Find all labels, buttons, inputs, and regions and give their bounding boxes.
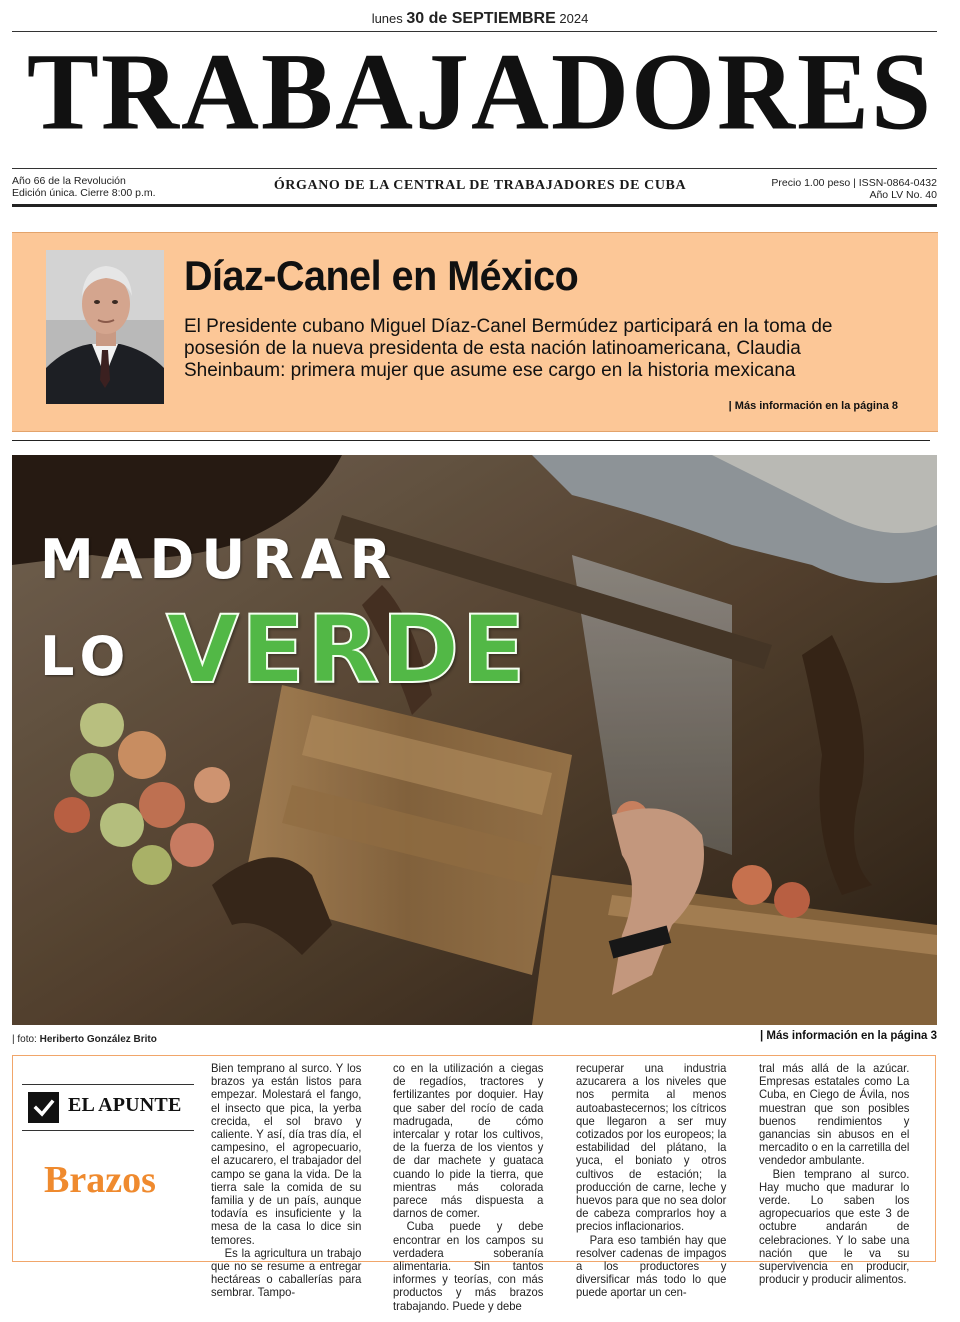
lead-headline: Díaz-Canel en México (184, 252, 579, 299)
edition-closing: Edición única. Cierre 8:00 p.m. (12, 187, 156, 199)
masthead-thick-rule (12, 204, 937, 207)
checkmark-icon (28, 1092, 59, 1123)
president-portrait-image (46, 250, 164, 404)
lead-summary: El Presidente cubano Miguel Díaz-Canel Bermúdez participará en la toma de posesión de la nueva presidenta de esta nación latinoamericana, Claudia Sheinbaum: primera mujer que asume ese cargo en la historia mexicana (184, 316, 833, 381)
price-info (771, 177, 937, 201)
apunte-paragraph: Cuba puede y debe encontrar en los campos su verdadera soberanía alimentaria. Sin tantos informes y teorías, con más productos y más brazos trabajando. Puede y debe (393, 1220, 544, 1313)
apunte-paragraph: Es la agricultura un trabajo que no se resume a entregar hectáreas o caballerías para sembrar. Tampo- (211, 1246, 362, 1300)
apunte-paragraph: Bien temprano al surco. Y los brazos ya están listos para empezar. Molestará el fango, el insecto que pica, la yerba crecida, el sol bravo y caliente. Y así, día tras día, el campesino, el agropecuario, el azucarero, el trabajador del campo se gana la vida. De la tierra sale la comida de su familia y de un país, aunque todavía es insuficiente y la mesa de la casa lo dice sin temores. (211, 1062, 362, 1247)
apunte-column-4 (759, 1062, 910, 1287)
apunte-column-3 (576, 1062, 727, 1300)
apunte-label-bottom-rule (22, 1130, 194, 1131)
portrait-illustration (46, 250, 164, 404)
photo-credit-name: Heriberto González Brito (39, 1034, 157, 1045)
issue-number: Año LV No. 40 (869, 189, 937, 201)
main-headline-line2-lo: LO (40, 625, 133, 688)
main-headline-line1: MADURAR (40, 528, 399, 591)
apunte-paragraph: recuperar una industria azucarera a los niveles que nos permita al menos autoabastecernos; los cítricos que llegaron a ser muy cotizados por los europeos; la estabilidad del plátano, la yuca, el boniato y otros cultivos de estación; la producción de carne, leche y huevos para que no sea dolor de cabeza comprarlos hoy a precios inflacionarios. (576, 1062, 727, 1234)
apunte-label-top-rule (22, 1084, 194, 1085)
photo-credit-prefix: | foto: (12, 1034, 37, 1045)
photo-credit (12, 1034, 157, 1045)
date-weekday: lunes (371, 11, 403, 26)
apunte-column-1 (211, 1062, 362, 1300)
apunte-title: Brazos (44, 1159, 156, 1201)
lead-more-info-link[interactable]: | Más información en la página 8 (728, 400, 898, 412)
apunte-paragraph: Bien temprano al surco. Hay mucho que madurar lo verde. Lo saben los agropecuarios que este 3 de octubre andarán de celebraciones. Y lo sabe una nación que le va su supervivencia en producir, producir y producir alimentos. (759, 1167, 910, 1287)
main-headline-line2-verde: VERDE (166, 596, 528, 705)
newspaper-subtitle: ÓRGANO DE LA CENTRAL DE TRABAJADORES DE CUBA (273, 178, 687, 193)
apunte-paragraph: co en la utilización a ciegas de regadíos, tractores y fertilizantes por doquier. Hay que saber del rocío de cada madrugada, de cómo intercalar y rotar los cultivos, de la fuerza de los vientos y de dar machete y guataca cuando lo pide la tierra, que mientras más colorada parece más dispuesta a darnos de comer. (393, 1062, 544, 1221)
lead-bottom-rule (12, 440, 930, 441)
date-day-month: 30 de SEPTIEMBRE (406, 10, 556, 27)
apunte-paragraph: tral más allá de la azúcar. Empresas estatales como La Cuba, en Ciego de Ávila, nos muestran que son posibles buenos rendimientos y ganancias sin abusos en el mercadito o en la carretilla del vendedor ambulante. (759, 1062, 910, 1168)
edition-year: Año 66 de la Revolución (12, 175, 126, 187)
apunte-paragraph: Para eso también hay que resolver cadenas de impagos a los productores y diversificar más todo lo que puede aportar un cen- (576, 1233, 727, 1300)
apunte-column-2 (393, 1062, 544, 1313)
masthead-rule (12, 168, 937, 169)
main-more-info-link[interactable]: | Más información en la página 3 (759, 1030, 937, 1042)
newspaper-title: TRABAJADORES (26, 31, 934, 154)
date-year: 2024 (559, 11, 589, 26)
checkmark-glyph (33, 1097, 55, 1119)
price-issn: Precio 1.00 peso | ISSN-0864-0432 (771, 177, 937, 189)
apunte-label: EL APUNTE (68, 1094, 182, 1116)
